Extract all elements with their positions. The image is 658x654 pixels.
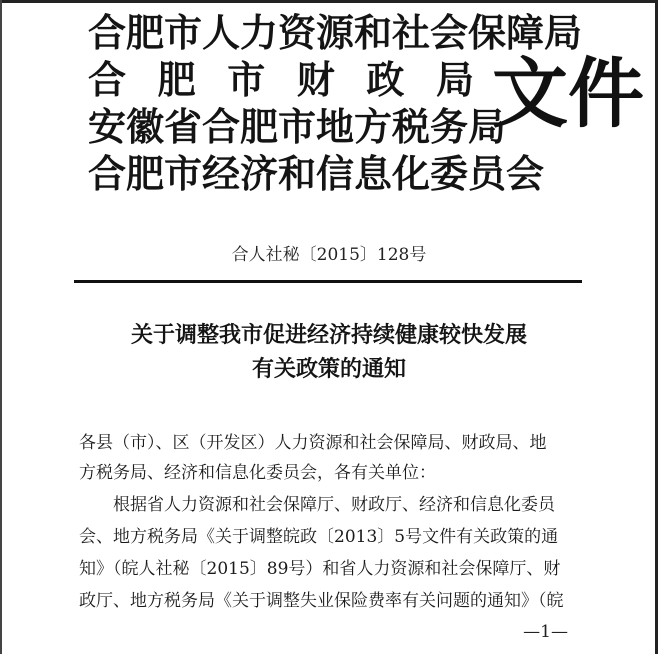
issuer-finance-char: 政	[366, 57, 405, 102]
body-paragraph-line: 政厅、地方税务局《关于调整失业保险费率有关问题的通知》（皖	[79, 591, 564, 611]
issuer-economy-commission: 合肥市经济和信息化委员会	[88, 151, 545, 196]
issuer-finance-char: 局	[435, 57, 474, 102]
issuer-finance-char: 市	[227, 57, 266, 102]
issuer-finance-char: 肥	[157, 57, 196, 102]
header-divider	[74, 280, 582, 283]
addressee-line: 方税务局、经济和信息化委员会，各有关单位：	[79, 463, 436, 483]
issuer-hr-bureau: 合肥市人力资源和社会保障局	[88, 10, 583, 55]
document-title-line2: 有关政策的通知	[251, 356, 406, 382]
document-mark: 文件	[492, 49, 644, 138]
page-top-border	[0, 0, 658, 3]
issuer-tax-bureau: 安徽省合肥市地方税务局	[88, 104, 507, 149]
page-number: —1—	[523, 622, 568, 642]
body-paragraph-line: 知》（皖人社秘〔2015〕89号）和省人力资源和社会保障厅、财	[79, 559, 561, 579]
issuer-finance-char: 合	[88, 57, 127, 102]
issuer-finance-char: 财	[296, 57, 335, 102]
body-paragraph-line: 会、地方税务局《关于调整皖政〔2013〕5号文件有关政策的通	[79, 527, 559, 547]
body-paragraph-line: 根据省人力资源和社会保障厅、财政厅、经济和信息化委员	[113, 495, 555, 515]
addressee-line: 各县（市）、区（开发区）人力资源和社会保障局、财政局、地	[79, 433, 547, 453]
document-title-line1: 关于调整我市促进经济持续健康较快发展	[130, 322, 527, 348]
issuer-finance-bureau	[88, 55, 474, 105]
document-number: 合人社秘〔2015〕128号	[231, 245, 427, 265]
